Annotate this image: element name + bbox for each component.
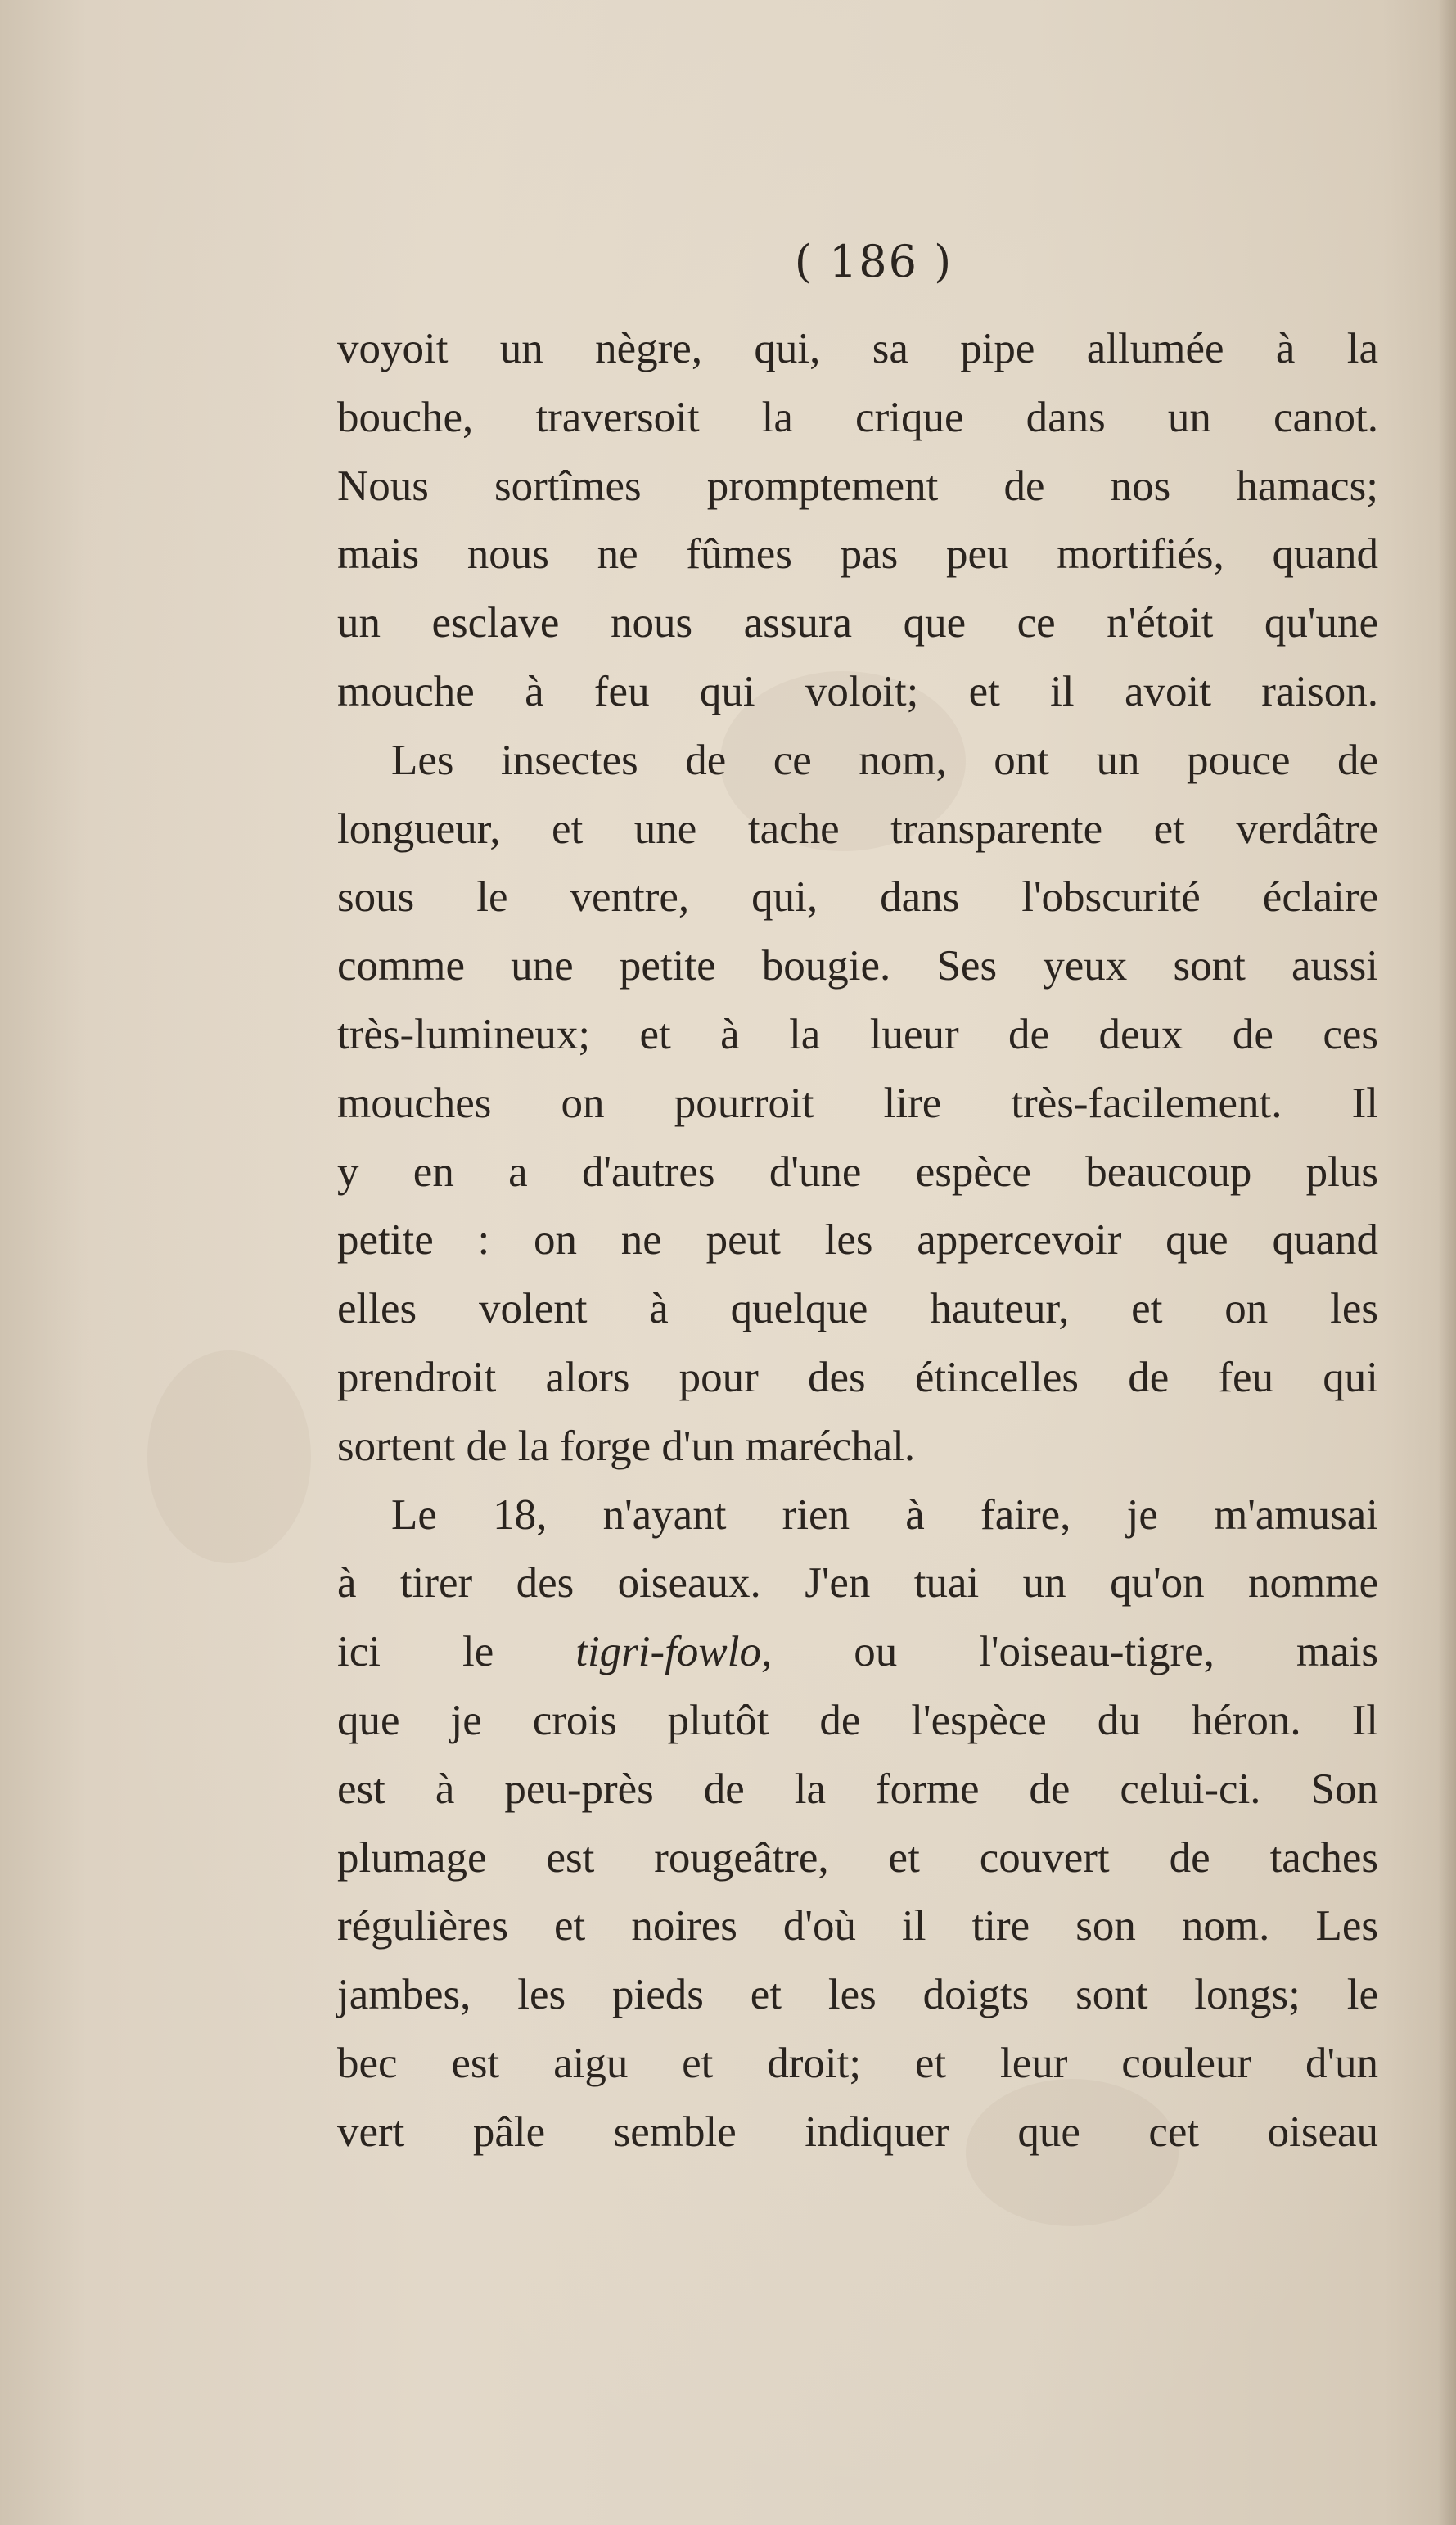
text-line: mouches on pourroit lire très-facilement. Il [337,1079,1378,1127]
paper-stain [147,1350,311,1563]
text-line: mouche à feu qui voloit; et il avoit raison. [337,667,1378,715]
text-line: bouche, traversoit la crique dans un canot. [337,393,1378,441]
text-line: comme une petite bougie. Ses yeux sont aussi [337,942,1378,990]
text-line: plumage est rougeâtre, et couvert de taches [337,1833,1378,1882]
paragraph-start-line: Les insectes de ce nom, ont un pouce de [391,736,1378,784]
text-line: que je crois plutôt de l'espèce du héron. Il [337,1696,1378,1744]
text-line: petite : on ne peut les appercevoir que quand [337,1216,1378,1265]
text-line: est à peu-près de la forme de celui-ci. Son [337,1765,1378,1813]
page-number: ( 186 ) [794,236,953,287]
text-line: très-lumineux; et à la lueur de deux de ces [337,1010,1378,1058]
text-line: régulières et noires d'où il tire son nom. Les [337,1902,1378,1950]
italic-term: tigri-fowlo, [575,1628,773,1676]
text-line-with-italic [337,1618,1378,1687]
text-line: jambes, les pieds et les doigts sont longs; le [337,1971,1378,2019]
text-line: longueur, et une tache transparente et verdâtre [337,805,1378,853]
text-line: vert pâle semble indiquer que cet oiseau [337,2108,1378,2156]
text-fragment: ici le [337,1628,576,1676]
text-line: y en a d'autres d'une espèce beaucoup plus [337,1148,1378,1196]
text-line: voyoit un nègre, qui, sa pipe allumée à la [337,325,1378,372]
paragraph-start-line: Le 18, n'ayant rien à faire, je m'amusai [391,1490,1378,1539]
paragraph-end-line: sortent de la forge d'un maréchal. [337,1422,916,1470]
text-line: prendroit alors pour des étincelles de feu qui [337,1353,1378,1401]
body-text [337,315,1378,2167]
text-line: à tirer des oiseaux. J'en tuai un qu'on nomme [337,1559,1378,1607]
text-line: un esclave nous assura que ce n'étoit qu'une [337,599,1378,647]
page-edge-shadow [1438,0,1456,2525]
text-line: mais nous ne fûmes pas peu mortifiés, quand [337,530,1378,579]
text-line: Nous sortîmes promptement de nos hamacs; [337,462,1378,510]
text-line: bec est aigu et droit; et leur couleur d'un [337,2039,1378,2087]
text-line: elles volent à quelque hauteur, et on les [337,1285,1378,1333]
text-line: sous le ventre, qui, dans l'obscurité éclaire [337,873,1378,922]
text-fragment: ou l'oiseau-tigre, mais [772,1628,1379,1676]
